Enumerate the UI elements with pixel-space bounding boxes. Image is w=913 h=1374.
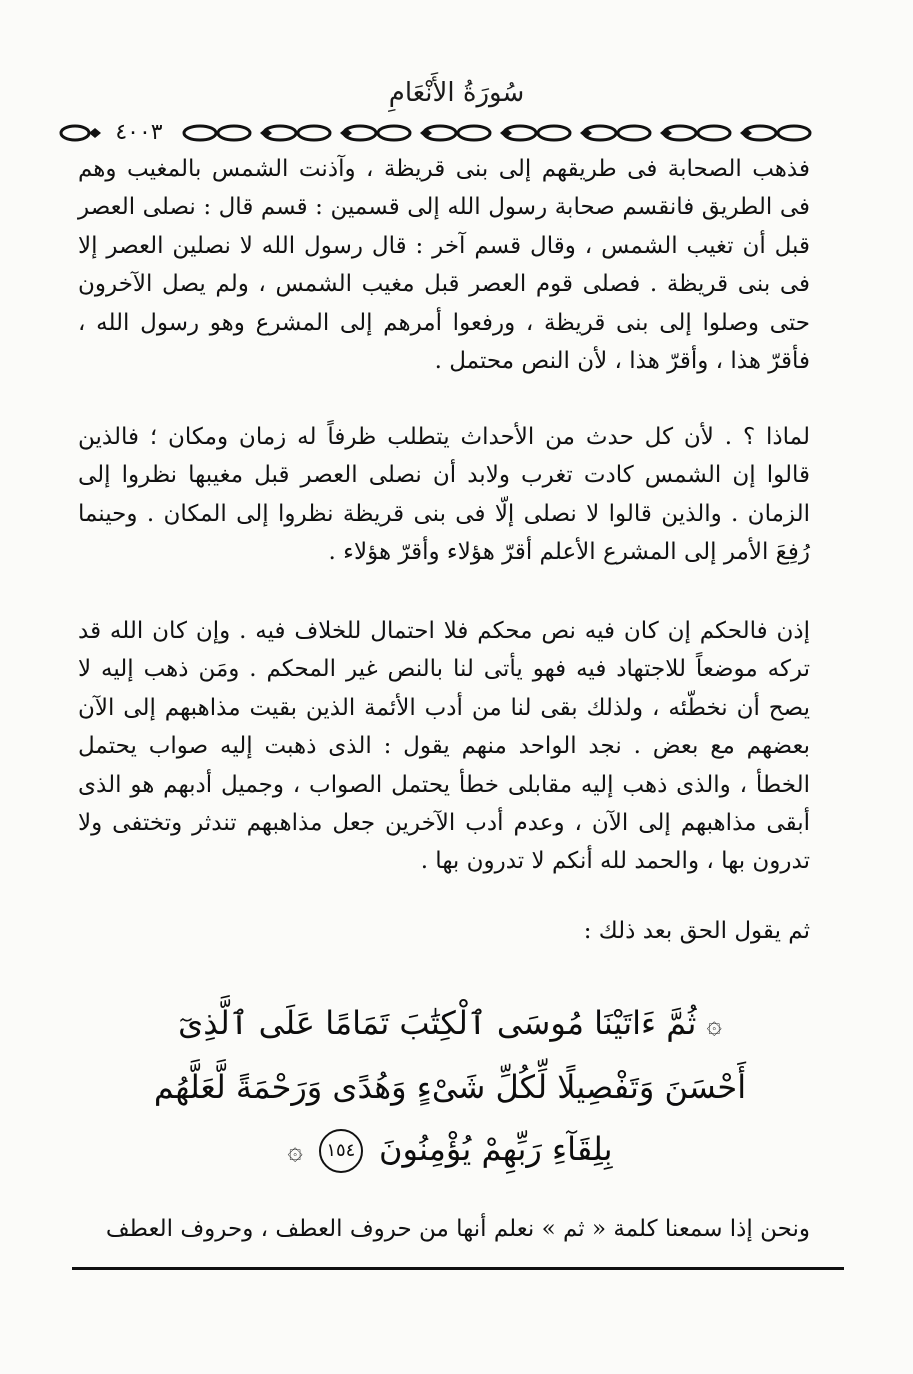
paragraph-2: لماذا ؟ . لأن كل حدث من الأحداث يتطلب ظرفاً له زمان ومكان ؛ فالذين قالوا إن الشمس كادت تغرب ولابد أن نصلى العصر قبل مغيبها نظروا إلى الزمان . والذين قالوا لا نصلى إلّا فى بنى قريظة نظروا إلى المكان . وحينما رُفِعَ الأمر إلى المشرع الأعلم أقرّ هؤلاء وأقرّ هؤلاء .: [78, 424, 810, 566]
chain-diamond: [340, 128, 352, 138]
quran-verse: [150, 992, 750, 1182]
verse-line-2: أَحْسَنَ وَتَفْصِيلًا لِّكُلِّ شَىْءٍ وَهُدًى وَرَحْمَةً لَّعَلَّهُم: [153, 1068, 747, 1106]
paragraph-4: ثم يقول الحق بعد ذلك :: [583, 918, 810, 944]
chain-diamond: [260, 128, 272, 138]
verse-line-1: [150, 992, 750, 1056]
verse-open-ornament-icon: ۞: [706, 1010, 722, 1040]
chain-diamond: [420, 128, 432, 138]
surah-title: سُورَةُ الأَنْعَامِ: [388, 78, 525, 108]
chain-link: [538, 126, 570, 140]
verse-line-3-text: بِلِقَآءِ رَبِّهِمْ يُؤْمِنُونَ: [379, 1130, 613, 1168]
chain-diamond: [580, 128, 592, 138]
chain-link: [458, 126, 490, 140]
chain-link: [218, 126, 250, 140]
chain-link: [61, 126, 89, 140]
chain-diamond: [660, 128, 672, 138]
chain-diamond: [740, 128, 752, 138]
verse-line-3: [150, 1118, 750, 1182]
page-number: ٤٠٠٣: [115, 120, 163, 145]
chain-link: [298, 126, 330, 140]
chain-link: [778, 126, 810, 140]
verse-close-ornament-icon: ۞: [287, 1136, 303, 1166]
paragraph-5: ونحن إذا سمعنا كلمة « ثم » نعلم أنها من حروف العطف ، وحروف العطف: [105, 1216, 810, 1242]
chain-link: [698, 126, 730, 140]
chain-diamond: [500, 128, 512, 138]
chain-link: [184, 126, 216, 140]
ayah-number-badge: ١٥٤: [319, 1129, 363, 1173]
chain-link: [618, 126, 650, 140]
paragraph-1: فذهب الصحابة فى طريقهم إلى بنى قريظة ، وآذنت الشمس بالمغيب وهم فى الطريق فانقسم صحابة رسول الله إلى قسمين : قسم قال : نصلى العصر قبل أن تغيب الشمس ، وقال قسم آخر : قال رسول الله لا نصلين العصر إلا فى بنى قريظة . فصلى قوم العصر قبل مغيب الشمس ، ولم يصل الآخرون حتى وصلوا إلى بنى قريظة ، ورفعوا أمرهم إلى المشرع وهو رسول الله ، فأقرّ هذا ، وأقرّ هذا ، لأن النص محتمل .: [78, 156, 810, 375]
bottom-rule: [72, 1267, 844, 1270]
verse-line-1-text: ثُمَّ ءَاتَيْنَا مُوسَى ٱلْكِتَٰبَ تَمَامًا عَلَى ٱلَّذِىٓ: [178, 1004, 697, 1042]
paragraph-3: إذن فالحكم إن كان فيه نص محكم فلا احتمال للخلاف فيه . وإن كان الله قد تركه موضعاً للاجتهاد فيه فهو يأتى لنا بالنص غير المحكم . ومَن ذهب إليه لا يصح أن نخطّئه ، ولذلك بقى لنا من أدب الأئمة الذين بقيت مذاهبهم إلى الآن بعضهم مع بعض . نجد الواحد منهم يقول : الذى ذهبت إليه صواب يحتمل الخطأ ، والذى ذهب إليه مقابلى خطأ يحتمل الصواب ، وجميل أدبهم هو الذى أبقى مذاهبهم إلى الآن ، وعدم أدب الآخرين جعل مذاهبهم تندثر وتختفى ولا تدرون بها ، والحمد لله أنكم لا تدرون بها .: [78, 618, 810, 875]
chain-link: [378, 126, 410, 140]
